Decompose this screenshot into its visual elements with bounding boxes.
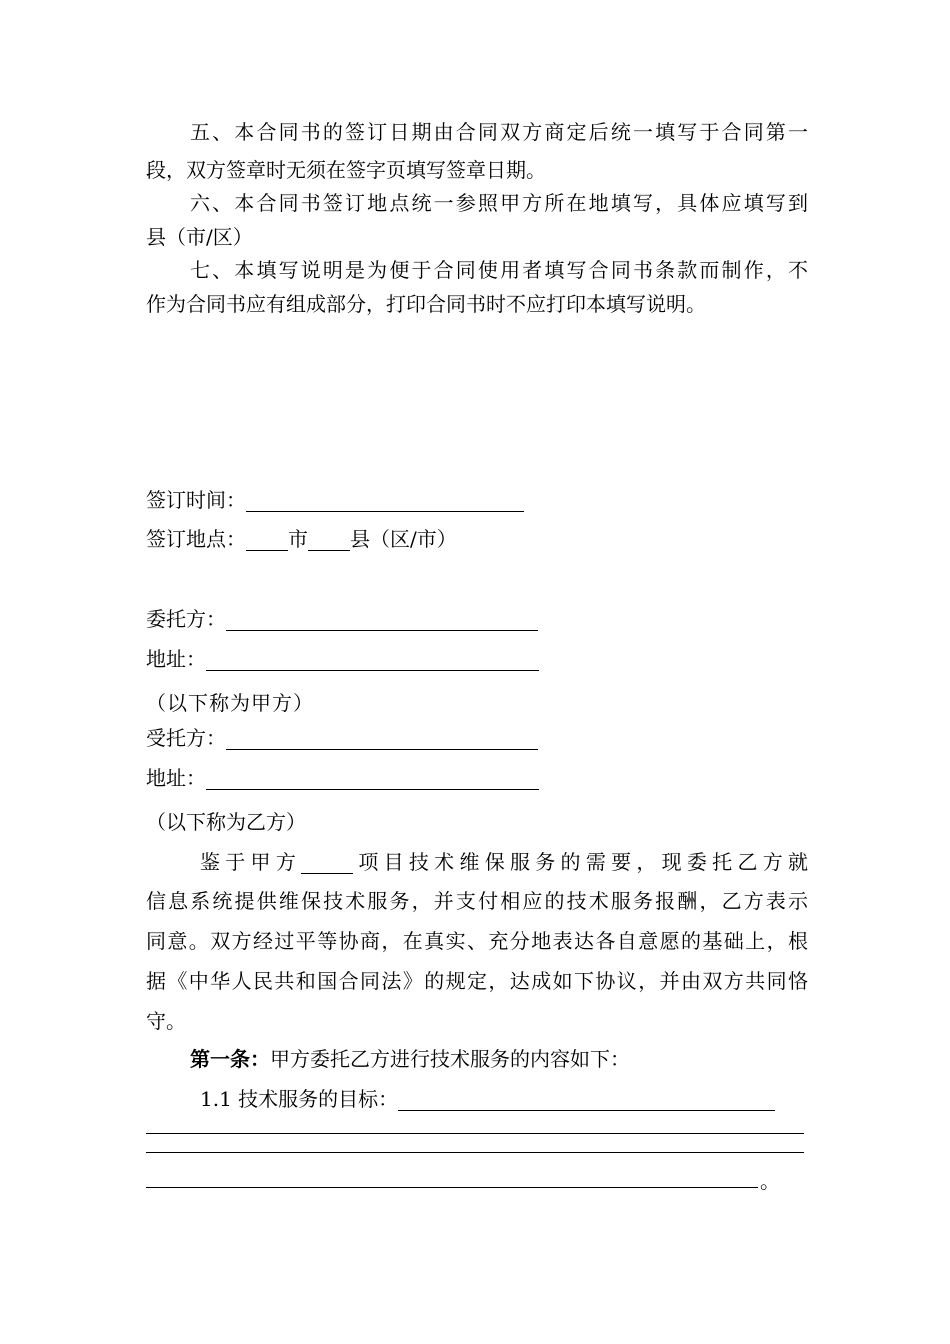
instruction-item-6-line-2: 县（市/区） [146,225,253,249]
preamble-line-2: 信息系统提供维保技术服务，并支付相应的技术服务报酬，乙方表示 [146,889,808,913]
client-row [146,600,808,638]
signing-time-label: 签订时间： [146,488,246,512]
client-label: 委托方： [146,607,226,631]
signing-city-label: 市 [288,527,308,551]
signing-time-field[interactable] [246,489,524,512]
article-1-text: 甲方委托乙方进行技术服务的内容如下： [270,1047,630,1071]
signing-city-field[interactable] [246,528,288,551]
signing-county-field[interactable] [308,528,350,551]
item-1-1-row [200,1080,808,1118]
project-name-field[interactable] [301,851,353,874]
preamble-line-3: 同意。双方经过平等协商，在真实、充分地表达各自意愿的基础上，根 [146,929,808,953]
preamble-line-1-a: 鉴于甲方 [200,850,302,874]
client-address-label: 地址： [146,647,206,671]
article-1-title: 第一条： [190,1047,270,1071]
instruction-item-7-line-2: 作为合同书应有组成部分，打印合同书时不应打印本填写说明。 [146,292,706,316]
provider-address-field[interactable] [206,767,539,790]
item-1-1-label: 1.1 技术服务的目标： [200,1087,399,1111]
instruction-item-6-line-1: 六、本合同书签订地点统一参照甲方所在地填写，具体应填写到 [190,191,808,215]
instruction-item-7-line-1: 七、本填写说明是为便于合同使用者填写合同书条款而制作，不 [190,258,808,282]
item-1-1-blank-line-2[interactable] [146,1133,804,1134]
item-1-1-blank-line-3[interactable] [146,1152,804,1153]
client-address-field[interactable] [206,648,539,671]
item-1-1-blank-line-4[interactable] [146,1187,758,1188]
item-1-1-field[interactable] [398,1088,775,1111]
signing-place-label: 签订地点： [146,527,246,551]
item-1-1-end-mark: 。 [760,1169,780,1193]
preamble-line-1 [200,843,808,881]
preamble-line-5: 守。 [146,1009,186,1033]
signing-time-row [146,481,808,519]
client-note: （以下称为甲方） [146,691,314,715]
signing-county-label: 县（区/市） [350,527,457,551]
provider-row [146,719,808,757]
provider-field[interactable] [226,727,538,750]
instruction-item-5-line-2: 段，双方签章时无须在签字页填写签章日期。 [146,158,546,182]
provider-note: （以下称为乙方） [146,810,306,834]
preamble-line-1-b: 项目技术维保服务的需要，现委托乙方就 [353,850,809,874]
instruction-item-5-line-1: 五、本合同书的签订日期由合同双方商定后统一填写于合同第一 [190,120,808,144]
article-1-heading [190,1040,852,1078]
client-address-row [146,640,808,678]
client-field[interactable] [226,608,538,631]
preamble-line-4: 据《中华人民共和国合同法》的规定，达成如下协议，并由双方共同恪 [146,969,808,993]
signing-place-row [146,520,808,558]
provider-address-row [146,759,808,797]
provider-label: 受托方： [146,726,226,750]
provider-address-label: 地址： [146,766,206,790]
